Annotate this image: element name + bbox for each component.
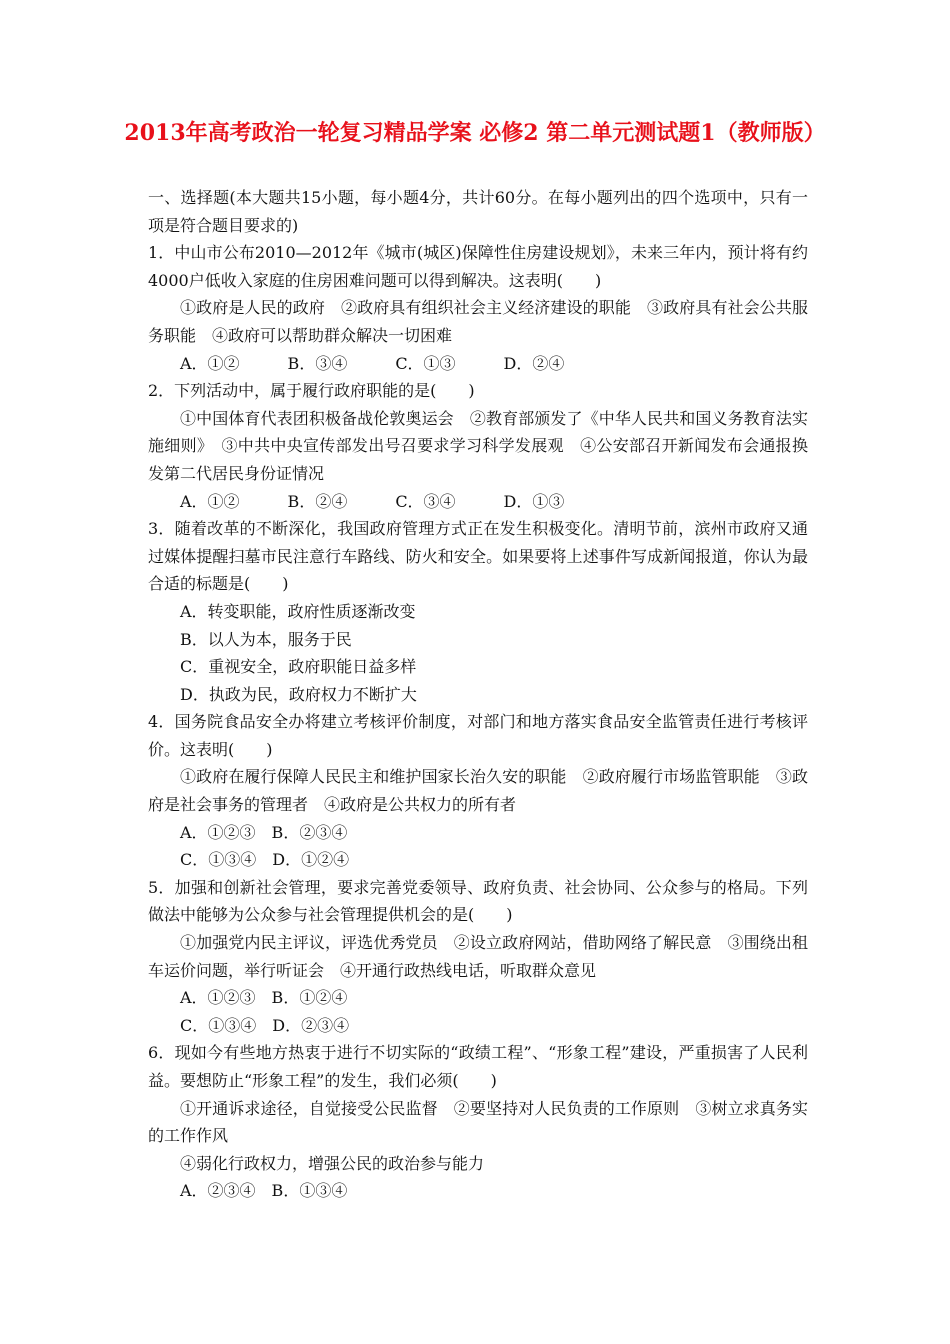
question-6-stem: 6．现如今有些地方热衷于进行不切实际的“政绩工程”、“形象工程”建设，严重损害了人民利益。要想防止“形象工程”的发生，我们必须( ) bbox=[148, 1043, 808, 1090]
section-header: 一、选择题(本大题共15小题，每小题4分，共计60分。在每小题列出的四个选项中，只有一项是符合题目要求的) bbox=[148, 188, 808, 235]
question-1-items: ①政府是人民的政府 ②政府具有组织社会主义经济建设的职能 ③政府具有社会公共服务职能 ④政府可以帮助群众解决一切困难 bbox=[148, 298, 808, 345]
question-4-options-row-2: C．①③④ D．①②④ bbox=[180, 850, 350, 870]
question-6-items-1: ①开通诉求途径，自觉接受公民监督 ②要坚持对人民负责的工作原则 ③树立求真务实的工作作风 bbox=[148, 1098, 808, 1146]
question-6-options: A．②③④ B．①③④ bbox=[180, 1181, 348, 1201]
question-4-options-row-1: A．①②③ B．②③④ bbox=[180, 822, 348, 842]
question-5-stem: 5．加强和创新社会管理，要求完善党委领导、政府负责、社会协同、公众参与的格局。下列做法中能够为公众参与社会管理提供机会的是( ) bbox=[148, 877, 808, 925]
question-3-option-d: D．执政为民，政府权力不断扩大 bbox=[180, 684, 417, 704]
question-4-items: ①政府在履行保障人民民主和维护国家长治久安的职能 ②政府履行市场监管职能 ③政府是社会事务的管理者 ④政府是公共权力的所有者 bbox=[148, 767, 808, 815]
question-2-options: A．①② B．②④ C．③④ D．①③ bbox=[180, 491, 565, 511]
question-3-stem: 3．随着改革的不断深化，我国政府管理方式正在发生积极变化。清明节前，滨州市政府又通过媒体提醒扫墓市民注意行车路线、防火和安全。如果要将上述事件写成新闻报道，你认为最合适的标题是( ) bbox=[148, 519, 808, 594]
question-3-option-b: B．以人为本，服务于民 bbox=[180, 629, 352, 649]
question-5-options-row-2: C．①③④ D．②③④ bbox=[180, 1015, 350, 1035]
question-3-option-a: A．转变职能，政府性质逐渐改变 bbox=[180, 601, 416, 621]
question-6-items-2: ④弱化行政权力，增强公民的政治参与能力 bbox=[180, 1153, 485, 1173]
document-body bbox=[148, 184, 808, 1205]
document-title: 2013年高考政治一轮复习精品学案 必修2 第二单元测试题1（教师版） bbox=[124, 120, 826, 146]
question-2-stem: 2．下列活动中，属于履行政府职能的是( ) bbox=[148, 381, 475, 401]
question-2-items: ①中国体育代表团积极备战伦敦奥运会 ②教育部颁发了《中华人民共和国义务教育法实施细则》 ③中共中央宣传部发出号召要求学习科学发展观 ④公安部召开新闻发布会通报换发第二代居民身份证情况 bbox=[148, 408, 808, 483]
question-5-options-row-1: A．①②③ B．①②④ bbox=[180, 988, 348, 1008]
question-1-options: A．①② B．③④ C．①③ D．②④ bbox=[180, 353, 565, 373]
question-4-stem: 4．国务院食品安全办将建立考核评价制度，对部门和地方落实食品安全监管责任进行考核评价。这表明( ) bbox=[148, 712, 808, 759]
question-5-items: ①加强党内民主评议，评选优秀党员 ②设立政府网站，借助网络了解民意 ③围绕出租车运价问题，举行听证会 ④开通行政热线电话，听取群众意见 bbox=[148, 933, 808, 980]
question-1-stem: 1．中山市公布2010—2012年《城市(城区)保障性住房建设规划》，未来三年内，预计将有约4000户低收入家庭的住房困难问题可以得到解决。这表明( ) bbox=[148, 243, 808, 290]
question-3-option-c: C．重视安全，政府职能日益多样 bbox=[180, 657, 417, 677]
